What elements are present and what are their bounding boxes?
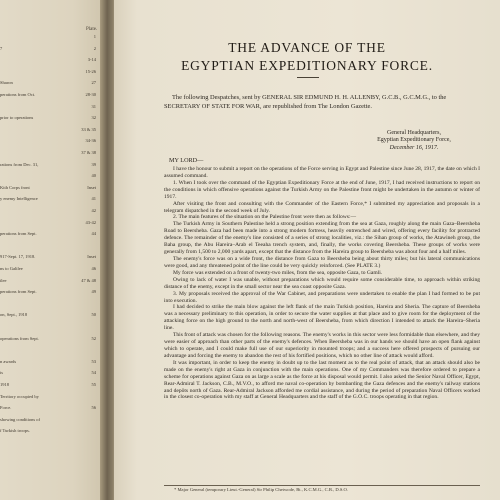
toc-row-page: 52 (91, 335, 96, 341)
paragraph: This front of attack was chosen for the following reasons. The enemy's works in this sector were less formidable than elsewhere, and they were easier of approach than other parts of the enemy's defences. When Beersheba was in our hands we should have an open flank against which to operate, and I could make full use of our superiority in mounted troops; and a success here offered prospects of pursuing our advantage and forcing the enemy to abandon the rest of his fortified positions, which no other line of attack would afford. (164, 332, 480, 359)
toc-row (0, 323, 104, 331)
paragraph: Owing to lack of water I was unable, without preparations which would require some considerable time, to approach within striking distance of the enemy, except in the small sector near the sea coast opposite Gaza. (164, 276, 480, 290)
toc-row (0, 91, 104, 99)
toc-row-page: 2 (93, 45, 96, 51)
toc-row-title: perations from Sept. (0, 289, 37, 295)
toc-row (0, 219, 104, 227)
paragraph: 1. When I took over the command of the Egyptian Expeditionary Force at the end of June, 1917, I had received instructions to report on the conditions in which offensive operations against the Turkish Army on the Palestine front might be undertaken in the autumn or winter of 1917. (164, 179, 480, 200)
toc-row-page: 15-26 (85, 68, 96, 74)
toc-row-page: 1 (93, 34, 96, 39)
toc-row-page: 28-30 (85, 92, 96, 97)
toc-row (0, 137, 104, 145)
hq-line-1: General Headquarters, (387, 130, 441, 136)
toc-row-title: on, Sept., 1918 (0, 312, 28, 318)
toc-row (0, 149, 104, 157)
toc-row (0, 161, 104, 169)
paragraph: The Turkish Army in Southern Palestine held a strong position extending from the sea at Gaza, roughly along the main Gaza–Beersheba Road to Beersheba. Gaza had been made into a strong modern fortress, heavily entrenched and wired, offering every facility for protracted defence. The remainder of the enemy's line consisted of a series of strong localities, viz.: the Sihan group of works, the Atawineh group, the Baha group, the Abu Hareira–Arab el Teeaha trench system, and, finally, the works covering Beersheba. These groups of works were generally from 1,500 to 2,000 yards apart, except that the distance from the Hareira group to Beersheba was about four and a half miles. (164, 221, 480, 256)
footnote-rule (164, 485, 480, 486)
right-page (114, 0, 500, 500)
toc-row-page: 33 & 35 (81, 126, 96, 132)
toc-row-page: 47 & 48 (81, 277, 96, 283)
toc-row-title: Territory occupied by (0, 393, 39, 399)
toc-row-page: Inset (87, 254, 96, 260)
toc-row-title: ns to Galilee (0, 266, 23, 271)
toc-row-page: 41 (91, 196, 96, 202)
toc-row (0, 45, 104, 53)
toc-row-page: 40 (91, 173, 96, 179)
paragraph: 2. The main features of the situation on the Palestine front were then as follows:— (173, 214, 357, 221)
toc-row-title: Sharon (0, 80, 13, 86)
toc-row-page: 27 (91, 80, 96, 86)
toc-row-title: y enemy Intelligence (0, 196, 38, 202)
toc-row-title: 1918 (0, 382, 9, 387)
toc-row-title: n awards (0, 358, 17, 364)
toc-row-page: 56 (91, 405, 96, 411)
toc-row-page: 54 (91, 370, 96, 376)
toc-row (0, 335, 104, 343)
toc-row (0, 404, 104, 412)
toc-row-title: Force. (0, 405, 12, 411)
toc-row (0, 126, 104, 134)
intro-paragraph: The following Despatches, sent by GENERAL SIR EDMUND H. H. ALLENBY, G.C.B., G.C.M.G., to the SECRETARY OF STATE FOR WAR, are republished from The London Gazette. (164, 94, 447, 110)
toc-row (0, 416, 104, 424)
toc-row-title: prior to operations (0, 115, 34, 121)
toc-row (0, 346, 104, 354)
toc-row-title: perations from Oct. (0, 92, 36, 97)
toc-row-page: 43-42 (85, 219, 96, 225)
toc-row-page: Inset (87, 184, 96, 190)
despatch-body (164, 166, 480, 401)
paragraph: I have the honour to submit a report on the operations of the Force serving in Egypt and Palestine since June 28, 1917, the date on which I assumed command. (164, 166, 480, 179)
headquarters-block (354, 130, 474, 152)
paragraph: 3. My proposals received the approval of the War Cabinet, and preparations were undertaken to enable the plan I had formed to be put into execution. (164, 290, 480, 304)
toc-row-page: 49 (91, 289, 96, 295)
toc-row (0, 300, 104, 308)
toc-row-page: 31 (91, 103, 96, 109)
hq-date: December 16, 1917. (389, 144, 439, 151)
toc-row (0, 277, 104, 285)
footnote: * Major General (temporary Lieut.-General) Sir Philip Chetwode, Bt., K.C.M.G., C.B., D.S.O. (174, 487, 349, 492)
toc-row (0, 358, 104, 366)
toc-row-page: 42 (91, 208, 96, 213)
toc-header: Plate. (86, 27, 98, 32)
toc-row (0, 253, 104, 261)
toc-row-title: perations from Sept. (0, 231, 37, 237)
toc-row-page: 46 (91, 266, 96, 271)
toc-row (0, 242, 104, 250)
toc-row (0, 311, 104, 319)
toc-row-page: 50 (91, 312, 96, 318)
paragraph: I had decided to strike the main blow against the left flank of the main Turkish position, Hareira and Sheria. The capture of Beersheba was a necessary preliminary to this operation, in order to secure the water supplies at that place and to give room for the deployment of the attacking force on the high ground to the north and north-west of Beersheba, from which direction I intended to attack the Hareira–Sheria line. (164, 304, 480, 332)
title-rule (297, 77, 319, 78)
toc-row (0, 56, 104, 64)
toc-row (0, 172, 104, 180)
toc-row-page: 53 (91, 358, 96, 364)
toc-row-title: is (0, 370, 4, 376)
toc-row-title: Kith Corps front (0, 184, 30, 190)
toc-row (0, 195, 104, 203)
toc-row (0, 103, 104, 111)
salutation: MY LORD— (169, 157, 204, 164)
paragraph: The enemy's force was on a wide front, the distance from Gaza to Beersheba being about thirty miles; but his lateral communications were good, and any threatened point of the line could be very quickly reinforced. (See PLATE 3.) (164, 255, 480, 269)
title-line-1: THE ADVANCE OF THE (228, 40, 386, 55)
toc-row (0, 33, 104, 41)
toc-row-title: 7 (0, 45, 3, 51)
hq-line-2: Egyptian Expeditionary Force, (377, 137, 451, 144)
toc-row (0, 265, 104, 273)
toc-row (0, 393, 104, 401)
paragraph: It was important, in order to keep the enemy in doubt up to the last moment as to the real point of attack, that an attack should also be made on the enemy's right at Gaza in conjunction with the main operations. One of my Commanders was therefore ordered to prepare a scheme for operations against Gaza on as large a scale as the force at his disposal would permit. I also asked the Senior Naval Officer, Egypt, Rear-Admiral T. Jackson, C.B., M.V.O., to afford me naval co-operation by bombarding the Gaza defences and the enemy's railway stations and depôts north of Gaza. Rear-Admiral Jackson afforded me cordial assistance, and during the period of preparation Naval Officers worked in the closest co-operation with my staff at General Headquarters and the staff of the G.O.C. troops operating in that region. (164, 359, 480, 401)
toc-row (0, 230, 104, 238)
toc-row (0, 427, 104, 435)
toc-row-page: 32 (91, 115, 96, 121)
toc-row-title: 917-Sept. 17, 1918. (0, 254, 36, 260)
toc-row-title: ilee (0, 277, 7, 283)
toc-row (0, 288, 104, 296)
paragraph: After visiting the front and consulting with the Commander of the Eastern Force,* I submitted my appreciation and proposals in a telegram dispatched in the second week of July. (164, 200, 480, 214)
toc-row (0, 68, 104, 76)
title-line-2: EGYPTIAN EXPEDITIONARY FORCE. (181, 58, 433, 73)
toc-row-page: 3-14 (87, 57, 96, 63)
toc-row (0, 184, 104, 192)
toc-row-page: 37 & 38 (81, 150, 96, 155)
toc-row (0, 381, 104, 389)
toc-row-title: f Turkish troops. (0, 428, 30, 434)
toc-row-page: 39 (91, 161, 96, 167)
toc-row-page: 34-36 (85, 138, 96, 144)
toc-row (0, 114, 104, 122)
toc-row-title: rations from Dec. 31, (0, 161, 39, 167)
toc-row-title: showing conditions of (0, 416, 40, 422)
paragraph: My force was extended on a front of twenty-two miles, from the sea, opposite Gaza, to Gamli. (173, 269, 383, 276)
toc-row-title: operations from Sept. (0, 335, 39, 341)
toc-row (0, 369, 104, 377)
toc-row (0, 207, 104, 215)
toc-row-page: 44 (91, 231, 96, 237)
toc-row (0, 79, 104, 87)
left-page (0, 0, 104, 500)
toc-row-page: 55 (91, 382, 96, 387)
